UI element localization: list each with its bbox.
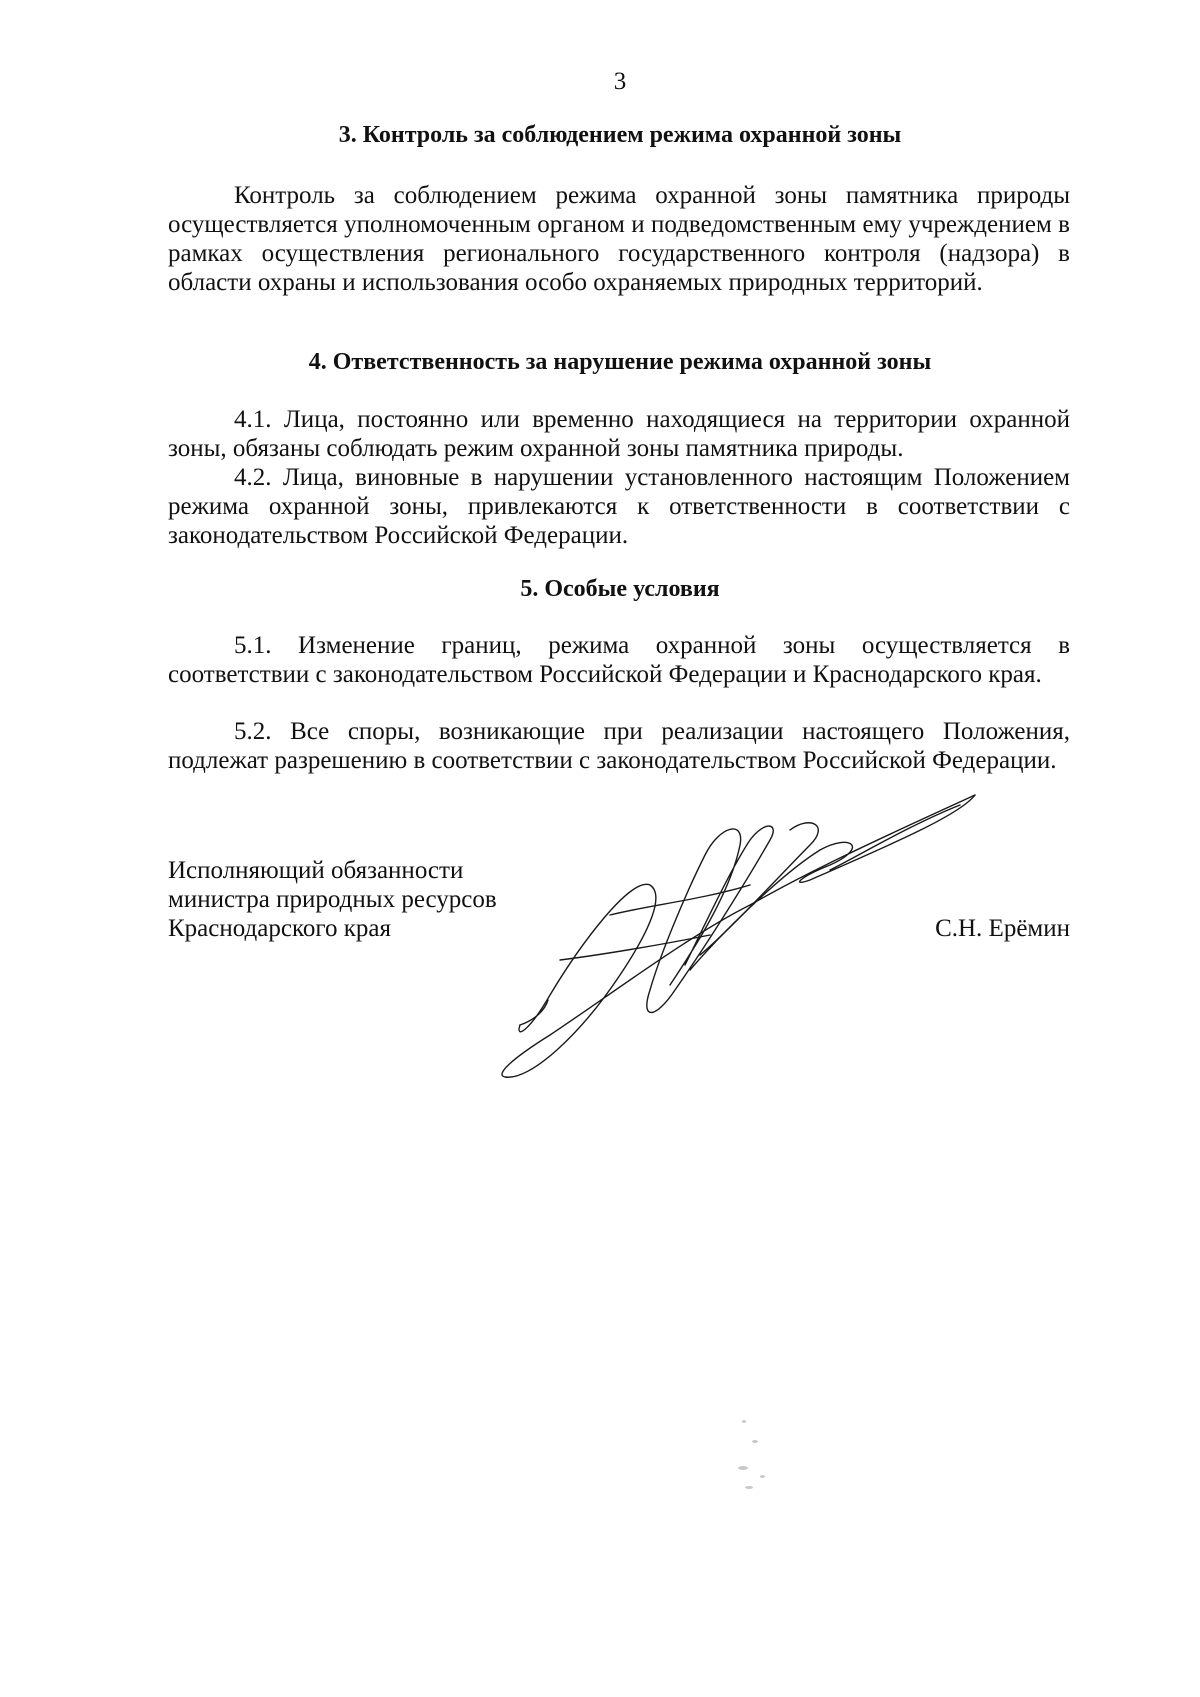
section-4-heading: 4. Ответственность за нарушение режима охранной зоны [308, 349, 932, 375]
signatory-title-line: Исполняющий обязанности [168, 857, 464, 884]
scan-speck [745, 1486, 753, 1489]
signatory-title-line: министра природных ресурсов [168, 886, 497, 913]
section-3-heading: 3. Контроль за соблюдением режима охранной зоны [338, 122, 902, 148]
section-5-heading: 5. Особые условия [520, 576, 720, 602]
scan-speck [742, 1420, 746, 1423]
signatory-title-line: Краснодарского края [168, 915, 391, 942]
scan-speck [752, 1440, 758, 1443]
page-number: 3 [613, 68, 627, 95]
signatory-title [168, 856, 497, 943]
scan-speck [738, 1466, 748, 1470]
scan-speck [760, 1475, 765, 1478]
section-4-paragraph-2: 4.2. Лица, виновные в нарушении установленного настоящим Положением режима охранной зоны, привлекаются к ответственности в соответствии с законодательством Российской Федерации. [168, 464, 1070, 549]
signer-name: С.Н. Ерёмин [935, 915, 1070, 942]
section-4-paragraph-1: 4.1. Лица, постоянно или временно находящиеся на территории охранной зоны, обязаны соблюдать режим охранной зоны памятника природы. [168, 406, 1070, 462]
handwritten-signature [490, 785, 990, 1085]
section-5-paragraph-1: 5.1. Изменение границ, режима охранной зоны осуществляется в соответствии с законодательством Российской Федерации и Краснодарского края. [168, 632, 1070, 688]
section-3-paragraph-1: Контроль за соблюдением режима охранной зоны памятника природы осуществляется уполномоченным органом и подведомственным ему учреждением в рамках осуществления регионального государственного контроля (надзора) в области охраны и использования особо охраняемых природных территорий. [168, 182, 1070, 296]
section-5-paragraph-2: 5.2. Все споры, возникающие при реализации настоящего Положения, подлежат разрешению в соответствии с законодательством Российской Федерации. [168, 718, 1070, 774]
